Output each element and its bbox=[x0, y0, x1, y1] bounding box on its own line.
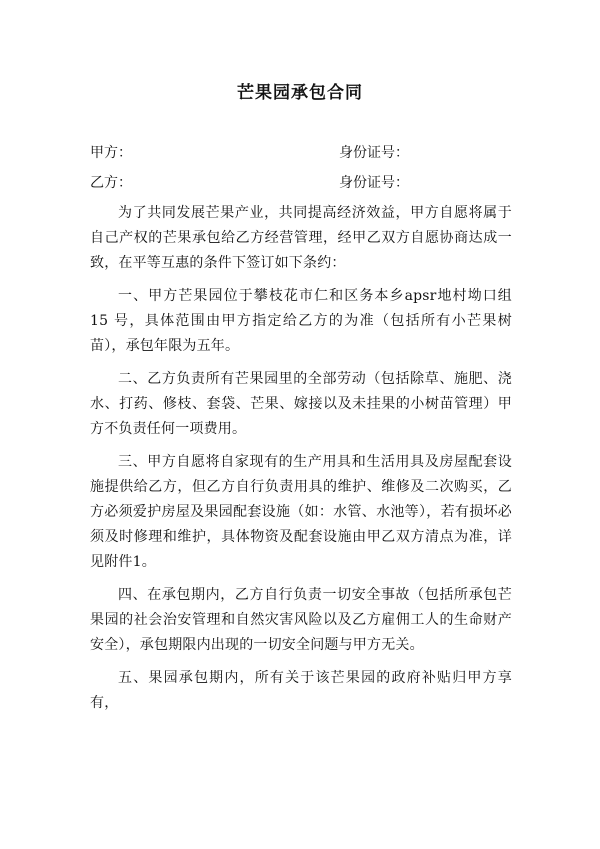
party-b-row bbox=[90, 172, 510, 194]
contract-body bbox=[90, 201, 512, 724]
clause-1-paragraph: 一、甲方芒果园位于攀枝花市仁和区务本乡apsr地村坳口组 15 号，具体范围由甲方指定给乙方的为准（包括所有小芒果树苗），承包年限为五年。 bbox=[90, 288, 512, 354]
party-a-row bbox=[90, 142, 510, 164]
preamble-paragraph: 为了共同发展芒果产业，共同提高经济效益，甲方自愿将属于自己产权的芒果承包给乙方经营管理，经甲乙双方自愿协商达成一致，在平等互惠的条件下签订如下条约： bbox=[90, 205, 512, 271]
party-a-label: 甲方： bbox=[90, 145, 132, 161]
clause-2-paragraph: 二、乙方负责所有芒果园里的全部劳动（包括除草、施肥、浇水、打药、修枝、套袋、芒果、嫁接以及未挂果的小树苗管理）甲方不负责任何一项费用。 bbox=[90, 371, 512, 437]
party-a-id-label: 身份证号： bbox=[339, 145, 409, 161]
clause-5-paragraph: 五、果园承包期内，所有关于该芒果园的政府补贴归甲方享有， bbox=[90, 670, 512, 711]
party-b-id-label: 身份证号： bbox=[339, 175, 409, 191]
clause-4-paragraph: 四、在承包期内，乙方自行负责一切安全事故（包括所承包芒果园的社会治安管理和自然灾害风险以及乙方雇佣工人的生命财产安全），承包期限内出现的一切安全问题与甲方无关。 bbox=[90, 587, 512, 653]
clause-3-paragraph: 三、甲方自愿将自家现有的生产用具和生活用具及房屋配套设施提供给乙方，但乙方自行负责用具的维护、维修及二次购买，乙方必须爱护房屋及果园配套设施（如：水管、水池等），若有损坏必须及时修理和维护，具体物资及配套设施由甲乙双方清点为准，详见附件1。 bbox=[90, 454, 512, 570]
page-title: 芒果园承包合同 bbox=[237, 83, 363, 103]
party-b-label: 乙方： bbox=[90, 175, 132, 191]
